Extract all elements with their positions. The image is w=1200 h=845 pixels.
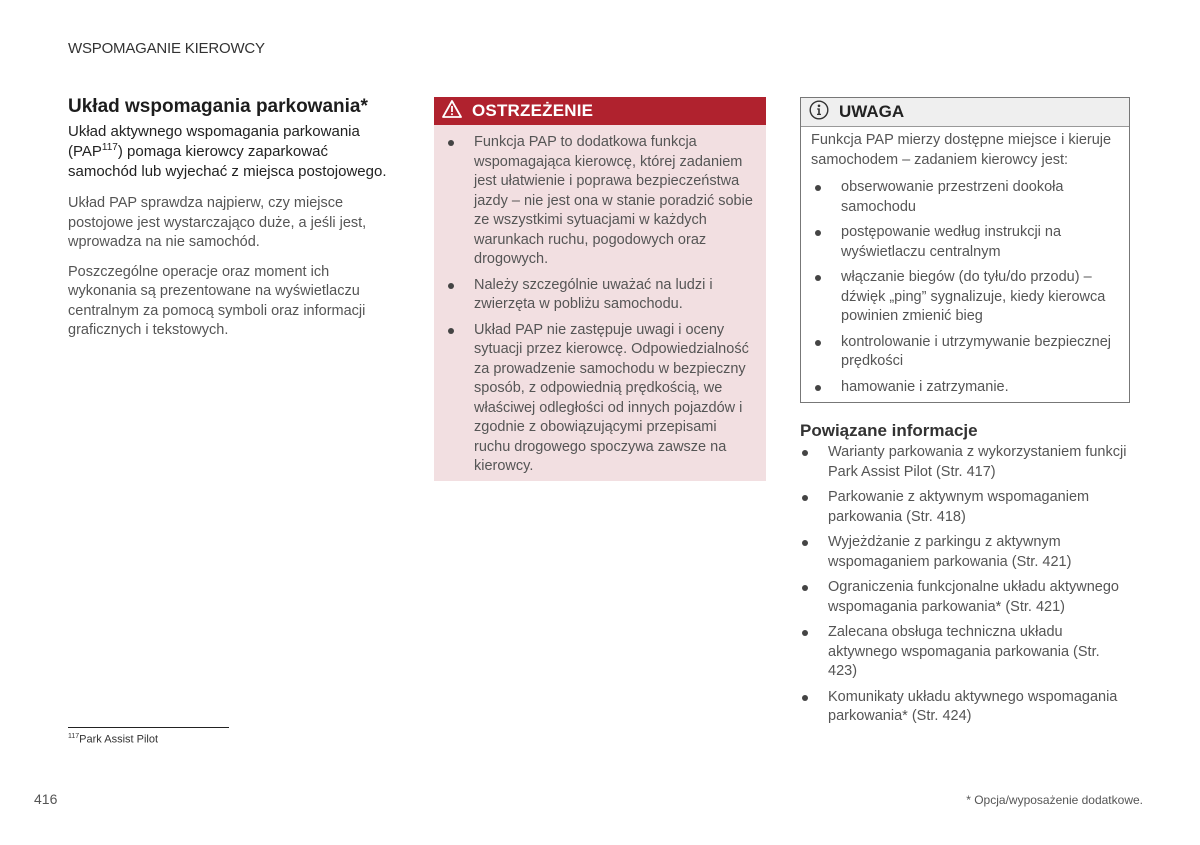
section-title: Układ wspomagania parkowania* [68, 96, 368, 117]
list-item-text: kontrolowanie i utrzymywanie bezpiecznej prędkości [841, 333, 1111, 369]
related-link-text[interactable]: Zalecana obsługa techniczna układu aktywnego wspomagania parkowania (Str. 423) [828, 624, 1100, 679]
bullet-icon [446, 321, 474, 477]
bullet-icon [813, 378, 841, 398]
related-link[interactable] [800, 623, 1130, 682]
bullet-icon [800, 488, 828, 527]
list-item-text: Należy szczególnie uważać na ludzi i zwierzęta w pobliżu samochodu. [474, 276, 713, 312]
note-body [801, 127, 1129, 397]
list-item-text: Funkcja PAP to dodatkowa funkcja wspomagająca kierowcę, której zadaniem jest ułatwienie i poprawa bezpieczeństwa jazdy – nie jest ona w stanie poradzić sobie ze wszystkimi sytuacjami w każdych warunkach ruchu, pogodowych oraz drogowych. [474, 134, 753, 267]
note-intro: Funkcja PAP mierzy dostępne miejsce i kieruje samochodem – zadaniem kierowcy jest: [811, 132, 1112, 168]
list-item [813, 333, 1119, 372]
bullet-icon [813, 333, 841, 372]
warning-triangle-icon [442, 100, 462, 123]
footnote-ref[interactable]: 117 [101, 142, 118, 153]
bullet-icon [800, 578, 828, 617]
list-item [813, 178, 1119, 217]
list-item-text: hamowanie i zatrzymanie. [841, 378, 1009, 395]
note-header [801, 98, 1129, 127]
main-section [68, 96, 398, 351]
bullet-icon [800, 688, 828, 727]
section-lead [68, 122, 398, 182]
bullet-icon [813, 178, 841, 217]
related-link[interactable] [800, 443, 1130, 482]
related-link-text[interactable]: Warianty parkowania z wykorzystaniem funkcji Park Assist Pilot (Str. 417) [828, 444, 1127, 480]
list-item-text: Układ PAP nie zastępuje uwagi i oceny sytuacji przez kierowcę. Odpowiedzialność za prowadzenie samochodu w bezpieczny sposób, z odpowiednią prędkością, we właściwej odległości od innych pojazdów i zgodnie z obowiązującymi przepisami ruchu drogowego spoczywa zawsze na kierowcy. [474, 321, 749, 474]
list-item [813, 223, 1119, 262]
bullet-icon [800, 623, 828, 682]
list-item-text: postępowanie według instrukcji na wyświetlaczu centralnym [841, 224, 1062, 260]
list-item [446, 276, 756, 315]
lead-text-end: ) pomaga kierowcy zaparkować samochód lub wyjechać z miejsca postojowego. [68, 143, 387, 180]
related-link[interactable] [800, 533, 1130, 572]
warning-list [434, 125, 766, 477]
bullet-icon [813, 223, 841, 262]
related-link[interactable] [800, 688, 1130, 727]
footer-note: * Opcja/wyposażenie dodatkowe. [966, 793, 1143, 807]
related-link[interactable] [800, 488, 1130, 527]
list-item [446, 321, 756, 477]
related-link-text[interactable]: Parkowanie z aktywnym wspomaganiem parkowania (Str. 418) [828, 489, 1090, 525]
bullet-icon [800, 443, 828, 482]
related-link-text[interactable]: Ograniczenia funkcjonalne układu aktywnego wspomagania parkowania* (Str. 421) [828, 579, 1119, 615]
info-circle-icon [809, 100, 829, 125]
related-link[interactable] [800, 578, 1130, 617]
warning-box [434, 97, 766, 481]
related-title: Powiązane informacje [800, 421, 978, 440]
list-item-text: obserwowanie przestrzeni dookoła samochodu [841, 179, 1064, 215]
page-number: 416 [34, 791, 58, 807]
bullet-icon [446, 133, 474, 270]
list-item [446, 133, 756, 270]
paragraph: Poszczególne operacje oraz moment ich wykonania są prezentowane na wyświetlaczu centralnym za pomocą symboli oraz informacji graficznych i tekstowych. [68, 263, 366, 338]
bullet-icon [813, 268, 841, 327]
footnote [68, 733, 158, 746]
note-box [800, 97, 1130, 403]
list-item [813, 268, 1119, 327]
paragraph: Układ PAP sprawdza najpierw, czy miejsce postojowe jest wystarczająco duże, a jeśli jest, wprowadza na nie samochód. [68, 195, 367, 250]
related-link-text[interactable]: Komunikaty układu aktywnego wspomagania parkowania* (Str. 424) [828, 688, 1118, 724]
warning-header [434, 97, 766, 125]
list-item-text: włączanie biegów (do tyłu/do przodu) – dźwięk „ping” sygnalizuje, kiedy kierowca powinien zmienić bieg [841, 269, 1106, 324]
related-info [800, 421, 1130, 733]
related-list [800, 443, 1130, 727]
note-title: UWAGA [839, 102, 905, 121]
note-list [811, 178, 1119, 397]
lead-text-start: Układ aktywnego wspomagania parkowania (PAP [68, 123, 360, 160]
footnote-number: 117 [68, 733, 80, 740]
warning-title: OSTRZEŻENIE [472, 101, 594, 120]
footnote-divider [68, 727, 229, 728]
list-item [813, 378, 1119, 398]
running-head: WSPOMAGANIE KIEROWCY [68, 40, 265, 57]
related-link-text[interactable]: Wyjeżdżanie z parkingu z aktywnym wspomaganiem parkowania (Str. 421) [828, 534, 1072, 570]
bullet-icon [800, 533, 828, 572]
footnote-text: Park Assist Pilot [79, 733, 159, 746]
bullet-icon [446, 276, 474, 315]
